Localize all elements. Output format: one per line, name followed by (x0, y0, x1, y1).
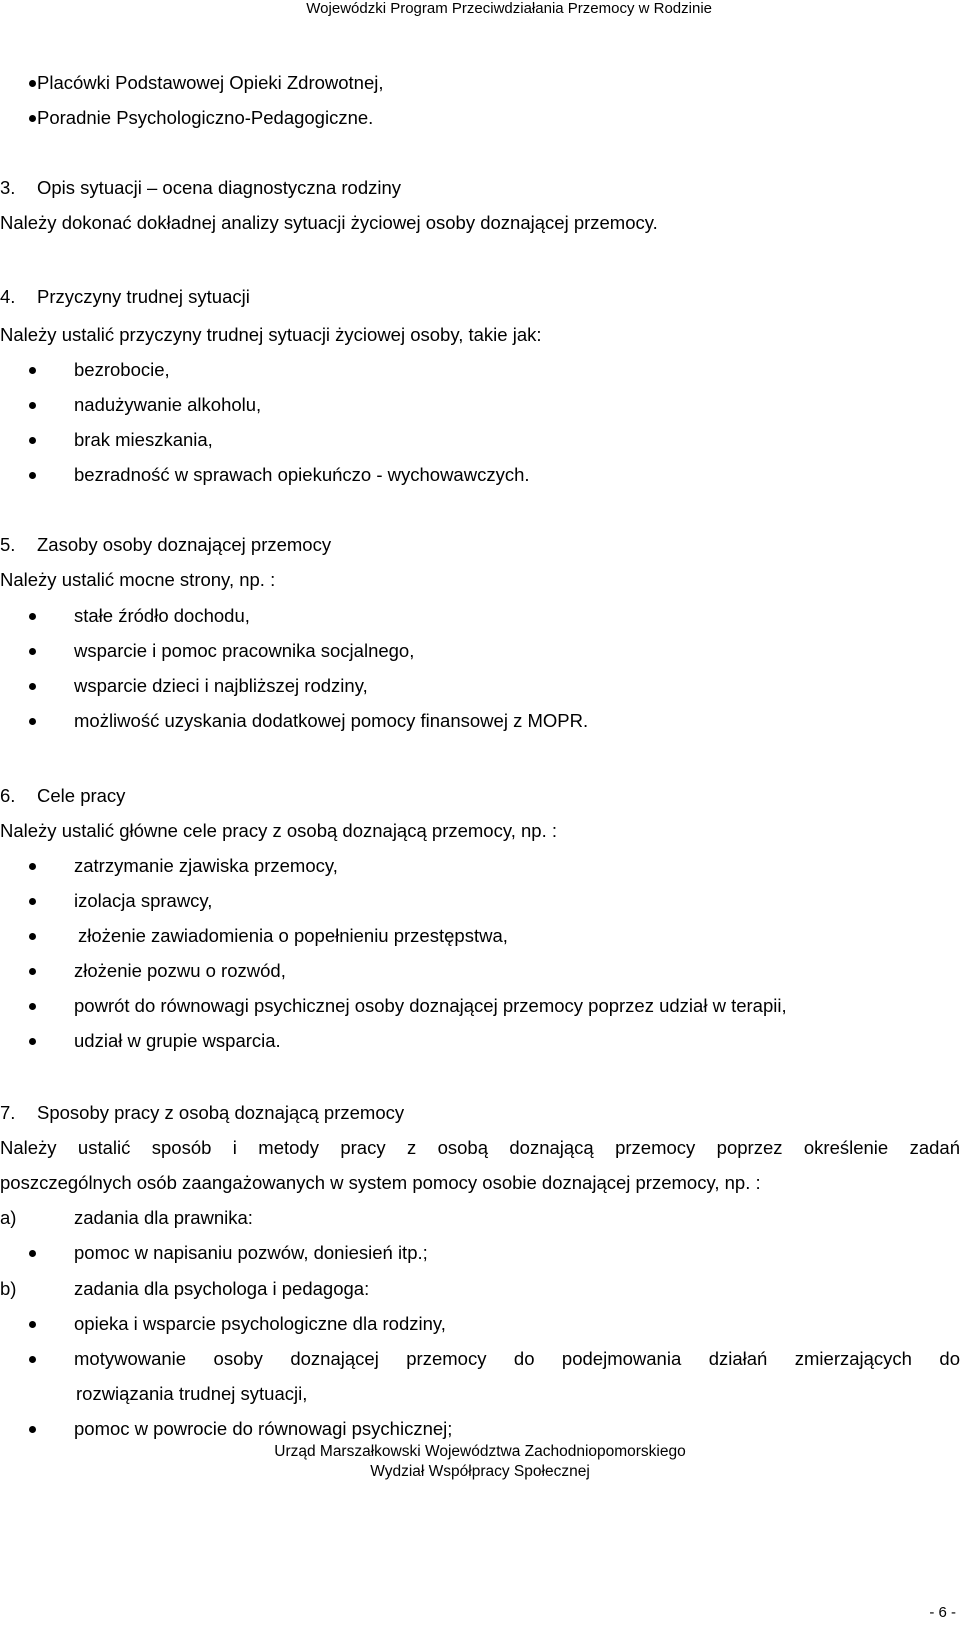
footer-line-1: Urząd Marszałkowski Województwa Zachodniopomorskiego (274, 1443, 686, 1460)
page-header: Wojewódzki Program Przeciwdziałania Przemocy w Rodzinie (306, 0, 712, 17)
list-item: opieka i wsparcie psychologiczne dla rodziny, (0, 1309, 960, 1339)
bullet-icon (29, 1250, 36, 1257)
section-heading: 4. Przyczyny trudnej sytuacji (0, 286, 250, 307)
bullet-icon (29, 1426, 36, 1433)
section-heading: 7. Sposoby pracy z osobą doznającą przemocy (0, 1102, 405, 1123)
bullet-icon (29, 968, 36, 975)
list-item: brak mieszkania, (0, 425, 960, 455)
bullet-icon (29, 115, 36, 122)
list-item: bezrobocie, (0, 355, 960, 385)
list-item: pomoc w powrocie do równowagi psychicznej; (0, 1414, 960, 1444)
paragraph: Należy ustalić sposób i metody pracy z osobą doznającą przemocy poprzez określenie zadań (0, 1137, 960, 1158)
list-item: bezradność w sprawach opiekuńczo - wychowawczych. (0, 460, 960, 490)
bullet-icon (29, 898, 36, 905)
list-item: złożenie zawiadomienia o popełnieniu przestępstwa, (0, 921, 960, 951)
paragraph: Należy dokonać dokładnej analizy sytuacji życiowej osoby doznającej przemocy. (0, 212, 658, 233)
bullet-icon (29, 367, 36, 374)
bullet-icon (29, 437, 36, 444)
list-item: powrót do równowagi psychicznej osoby doznającej przemocy poprzez udział w terapii, (0, 991, 960, 1021)
sub-heading: a) zadania dla prawnika: (0, 1207, 253, 1228)
bullet-icon (29, 402, 36, 409)
section-heading: 3. Opis sytuacji – ocena diagnostyczna rodziny (0, 177, 402, 198)
section-heading: 5. Zasoby osoby doznającej przemocy (0, 534, 332, 555)
bullet-icon (29, 1038, 36, 1045)
list-item: stałe źródło dochodu, (0, 601, 960, 631)
bullet-icon (29, 863, 36, 870)
bullet-icon (29, 1321, 36, 1328)
footer-line-2: Wydział Współpracy Społecznej (370, 1463, 590, 1480)
list-item: motywowanie osoby doznającej przemocy do podejmowania działań zmierzających do (0, 1344, 960, 1374)
section-heading: 6. Cele pracy (0, 785, 126, 806)
list-item: zatrzymanie zjawiska przemocy, (0, 851, 960, 881)
list-item: Poradnie Psychologiczno-Pedagogiczne. (0, 103, 960, 133)
bullet-icon (29, 1356, 36, 1363)
page-number: - 6 - (929, 1604, 956, 1621)
list-item: udział w grupie wsparcia. (0, 1026, 960, 1056)
list-item: wsparcie i pomoc pracownika socjalnego, (0, 636, 960, 666)
list-item-continuation: rozwiązania trudnej sytuacji, (76, 1383, 308, 1404)
list-item: izolacja sprawcy, (0, 886, 960, 916)
bullet-icon (29, 648, 36, 655)
list-item: nadużywanie alkoholu, (0, 390, 960, 420)
paragraph: Należy ustalić główne cele pracy z osobą doznającą przemocy, np. : (0, 820, 557, 841)
list-item: możliwość uzyskania dodatkowej pomocy finansowej z MOPR. (0, 706, 960, 736)
list-item: wsparcie dzieci i najbliższej rodziny, (0, 671, 960, 701)
list-item: Placówki Podstawowej Opieki Zdrowotnej, (0, 68, 960, 98)
paragraph: poszczególnych osób zaangażowanych w system pomocy osobie doznającej przemocy, np. : (0, 1172, 761, 1193)
bullet-icon (29, 1003, 36, 1010)
list-item: złożenie pozwu o rozwód, (0, 956, 960, 986)
bullet-icon (29, 80, 36, 87)
sub-heading: b) zadania dla psychologa i pedagoga: (0, 1278, 370, 1299)
bullet-icon (29, 683, 36, 690)
bullet-icon (29, 472, 36, 479)
bullet-icon (29, 613, 36, 620)
list-item: pomoc w napisaniu pozwów, doniesień itp.; (0, 1238, 960, 1268)
bullet-icon (29, 718, 36, 725)
paragraph: Należy ustalić przyczyny trudnej sytuacji życiowej osoby, takie jak: (0, 324, 542, 345)
paragraph: Należy ustalić mocne strony, np. : (0, 569, 276, 590)
bullet-icon (29, 933, 36, 940)
